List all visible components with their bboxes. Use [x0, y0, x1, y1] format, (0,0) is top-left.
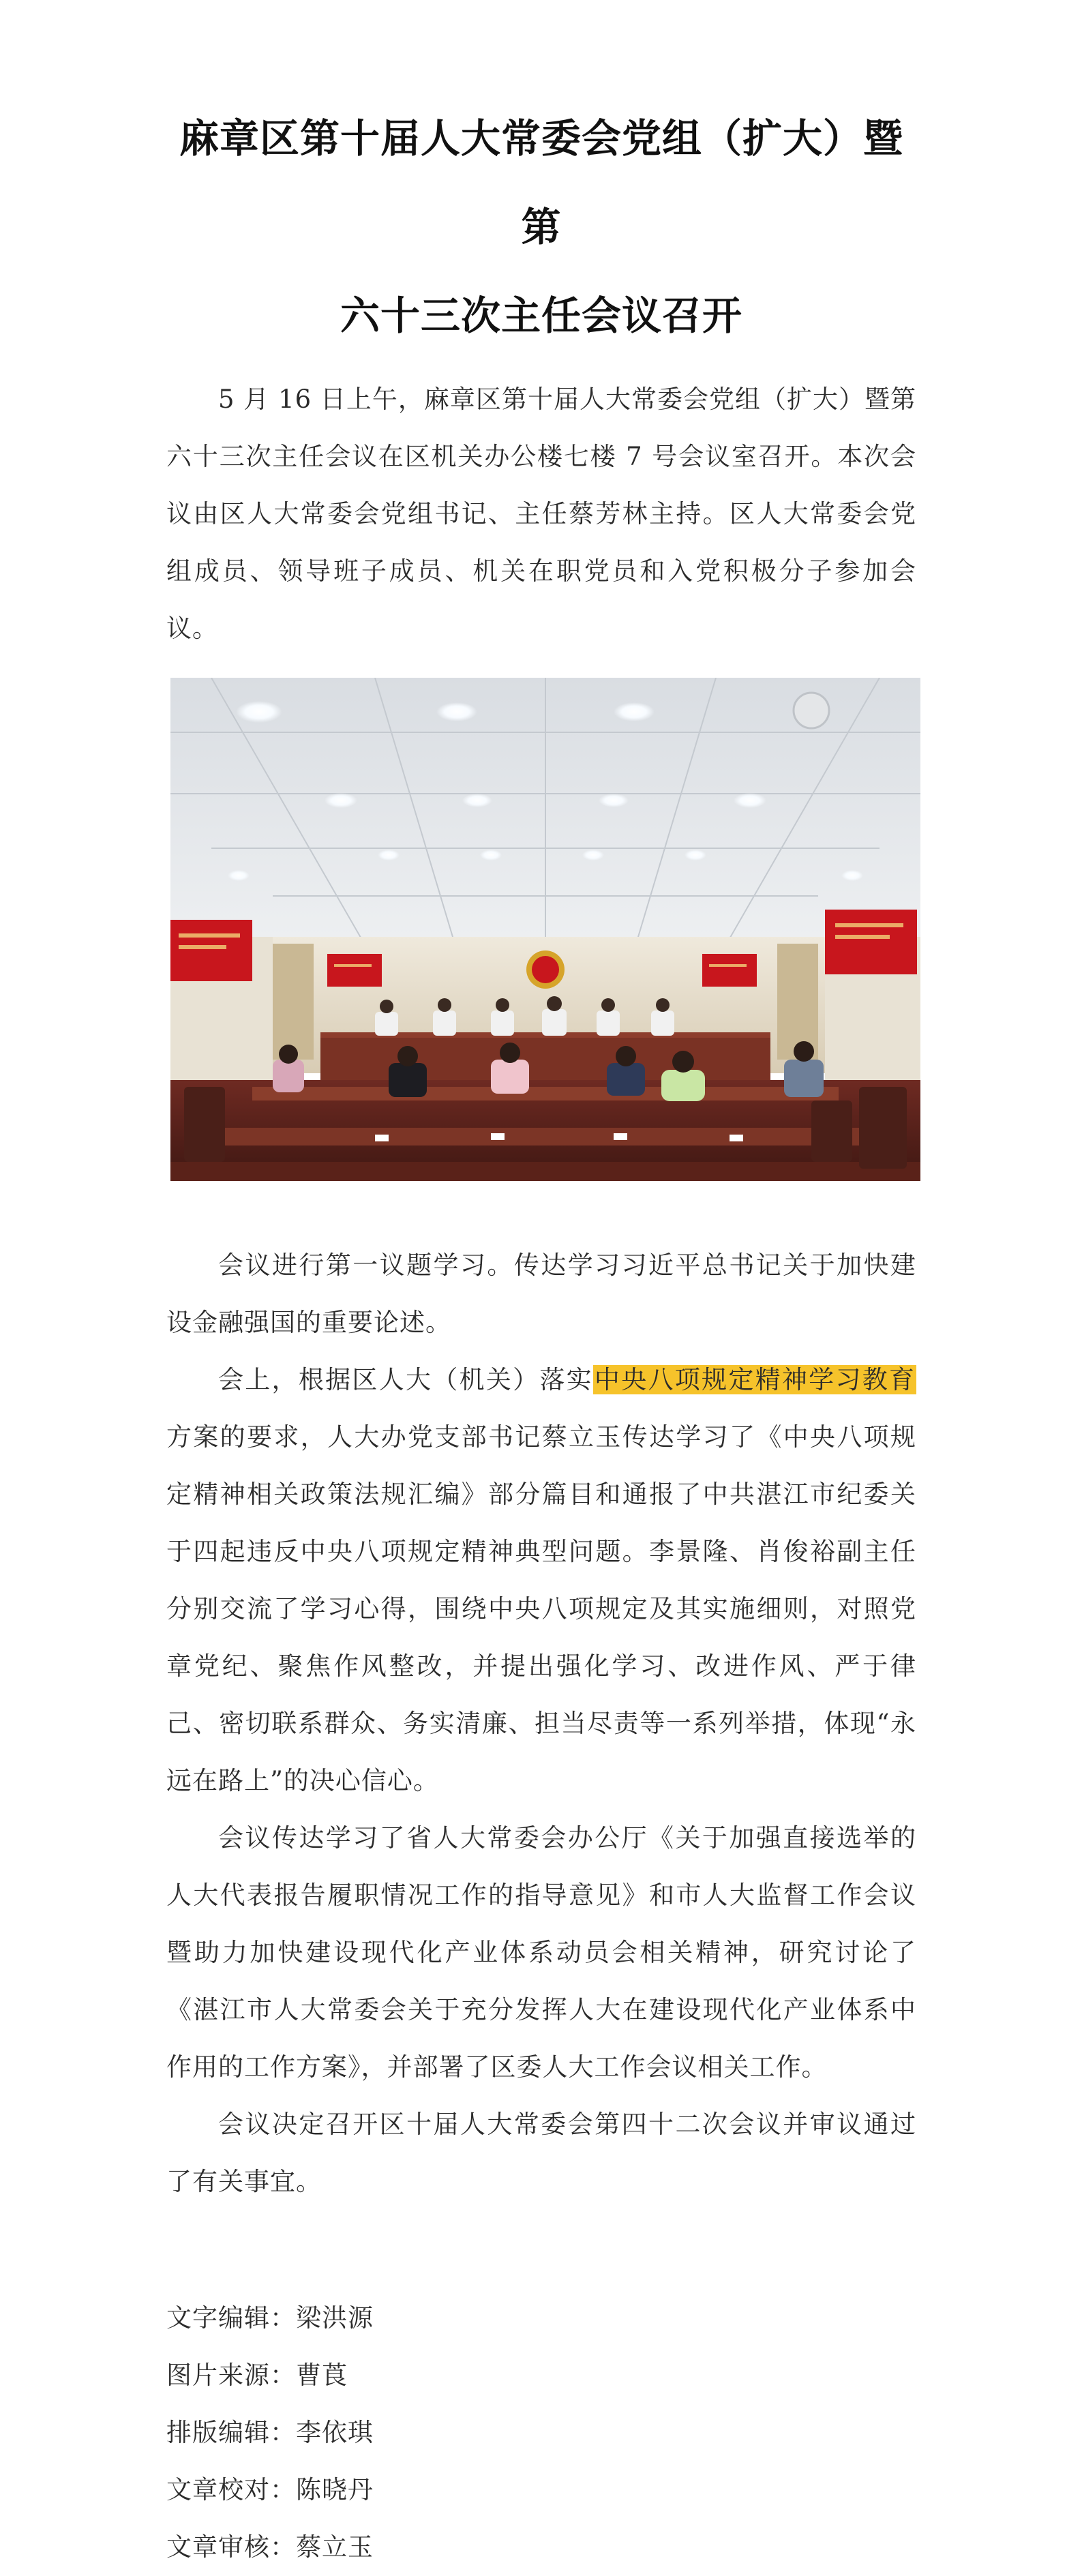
credit-photo-source: 图片来源：曹莨	[166, 2361, 348, 2390]
paragraph-first-topic: 会议进行第一议题学习。传达学习习近平总书记关于加快建设金融强国的重要论述。	[166, 1250, 916, 1337]
title-line-1: 麻章区第十届人大常委会党组（扩大）暨第	[179, 115, 903, 250]
meeting-photo	[170, 678, 920, 1181]
credits	[166, 2290, 916, 2576]
meeting-room-illustration	[170, 678, 920, 1181]
credit-reviewer: 文章审核：蔡立玉	[166, 2532, 374, 2562]
highlighted-phrase: 中央八项规定精神学习教育	[594, 1365, 916, 1394]
paragraph-conveyance: 会议传达学习了省人大常委会办公厅《关于加强直接选举的人大代表报告履职情况工作的指导意见》和市人大监督工作会议暨助力加快建设现代化产业体系动员会相关精神，研究讨论了《湛江市人大常委会关于充分发挥人大在建设现代化产业体系中作用的工作方案》，并部署了区委人大工作会议相关工作。	[166, 1823, 916, 2082]
paragraph-study-lead: 会上，根据区人大（机关）落实	[218, 1365, 593, 1394]
credit-layout-editor: 排版编辑：李依琪	[166, 2418, 374, 2447]
credit-proofreader: 文章校对：陈晓丹	[166, 2475, 374, 2504]
paragraph-study	[166, 1351, 916, 1810]
credit-text-editor: 文字编辑：梁洪源	[166, 2303, 374, 2333]
title-line-2: 六十三次主任会议召开	[340, 293, 742, 339]
paragraph-intro: 5 月 16 日上午，麻章区第十届人大常委会党组（扩大）暨第六十三次主任会议在区机关办公楼七楼 7 号会议室召开。本次会议由区人大常委会党组书记、主任蔡芳林主持。区人大常委会党组成员、领导班子成员、机关在职党员和入党积极分子参加会议。	[166, 385, 916, 643]
article	[166, 0, 916, 2576]
paragraph-decision: 会议决定召开区十届人大常委会第四十二次会议并审议通过了有关事宜。	[166, 2110, 916, 2196]
paragraph-study-rest: 方案的要求，人大办党支部书记蔡立玉传达学习了《中央八项规定精神相关政策法规汇编》部分篇目和通报了中共湛江市纪委关于四起违反中央八项规定精神典型问题。李景隆、肖俊裕副主任分别交流了学习心得，围绕中央八项规定及其实施细则，对照党章党纪、聚焦作风整改，并提出强化学习、改进作风、严于律己、密切联系群众、务实清廉、担当尽责等一系列举措，体现“永远在路上”的决心信心。	[166, 1422, 916, 1795]
article-title	[166, 0, 916, 360]
